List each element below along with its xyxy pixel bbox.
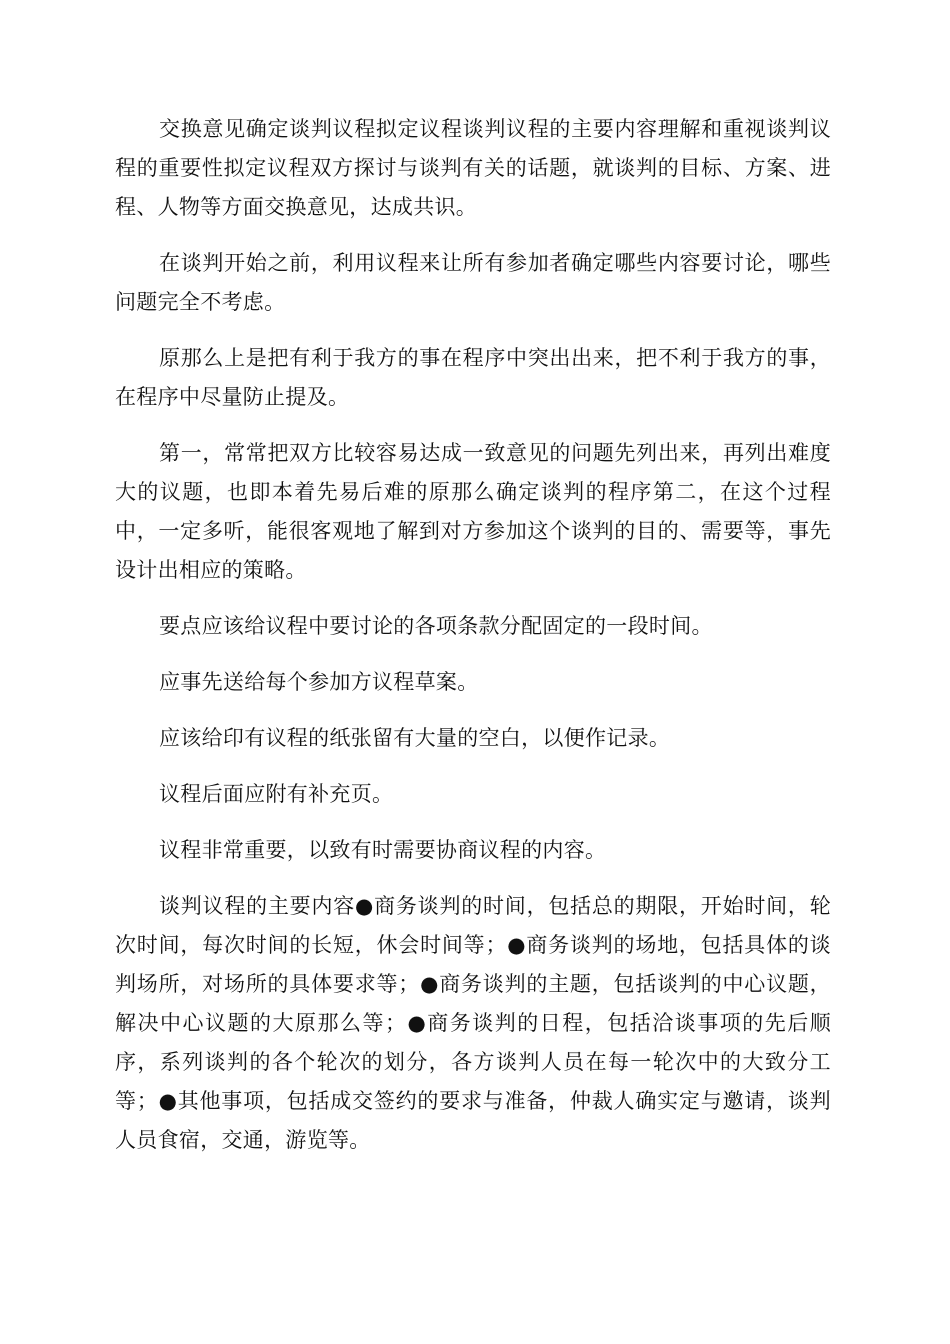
paragraph-4: 第一，常常把双方比较容易达成一致意见的问题先列出来，再列出难度大的议题，也即本着先易后难的原那么确定谈判的程序第二，在这个过程中，一定多听，能很客观地了解到对方参加这个谈判的目的、需要等，事先设计出相应的策略。: [115, 441, 831, 582]
document-page: [115, 110, 831, 1177]
paragraph-7: 应该给印有议程的纸张留有大量的空白，以便作记录。: [159, 726, 671, 750]
paragraph-3: 原那么上是把有利于我方的事在程序中突出出来，把不利于我方的事，在程序中尽量防止提及。: [115, 346, 831, 409]
paragraph-2: 在谈判开始之前，利用议程来让所有参加者确定哪些内容要讨论，哪些问题完全不考虑。: [115, 251, 831, 314]
paragraph-9: 议程非常重要，以致有时需要协商议程的内容。: [159, 838, 607, 862]
paragraph-6: 应事先送给每个参加方议程草案。: [159, 670, 479, 694]
paragraph-10: 谈判议程的主要内容●商务谈判的时间，包括总的期限，开始时间，轮次时间，每次时间的长短，休会时间等；●商务谈判的场地，包括具体的谈判场所，对场所的具体要求等；●商务谈判的主题，包括谈判的中心议题，解决中心议题的大原那么等；●商务谈判的日程，包括洽谈事项的先后顺序，系列谈判的各个轮次的划分，各方谈判人员在每一轮次中的大致分工等；●其他事项，包括成交签约的要求与准备，仲裁人确实定与邀请，谈判人员食宿，交通，游览等。: [115, 894, 831, 1152]
paragraph-5: 要点应该给议程中要讨论的各项条款分配固定的一段时间。: [159, 614, 713, 638]
paragraph-1: 交换意见确定谈判议程拟定议程谈判议程的主要内容理解和重视谈判议程的重要性拟定议程双方探讨与谈判有关的话题，就谈判的目标、方案、进程、人物等方面交换意见，达成共识。: [115, 117, 831, 219]
paragraph-8: 议程后面应附有补充页。: [159, 782, 394, 806]
